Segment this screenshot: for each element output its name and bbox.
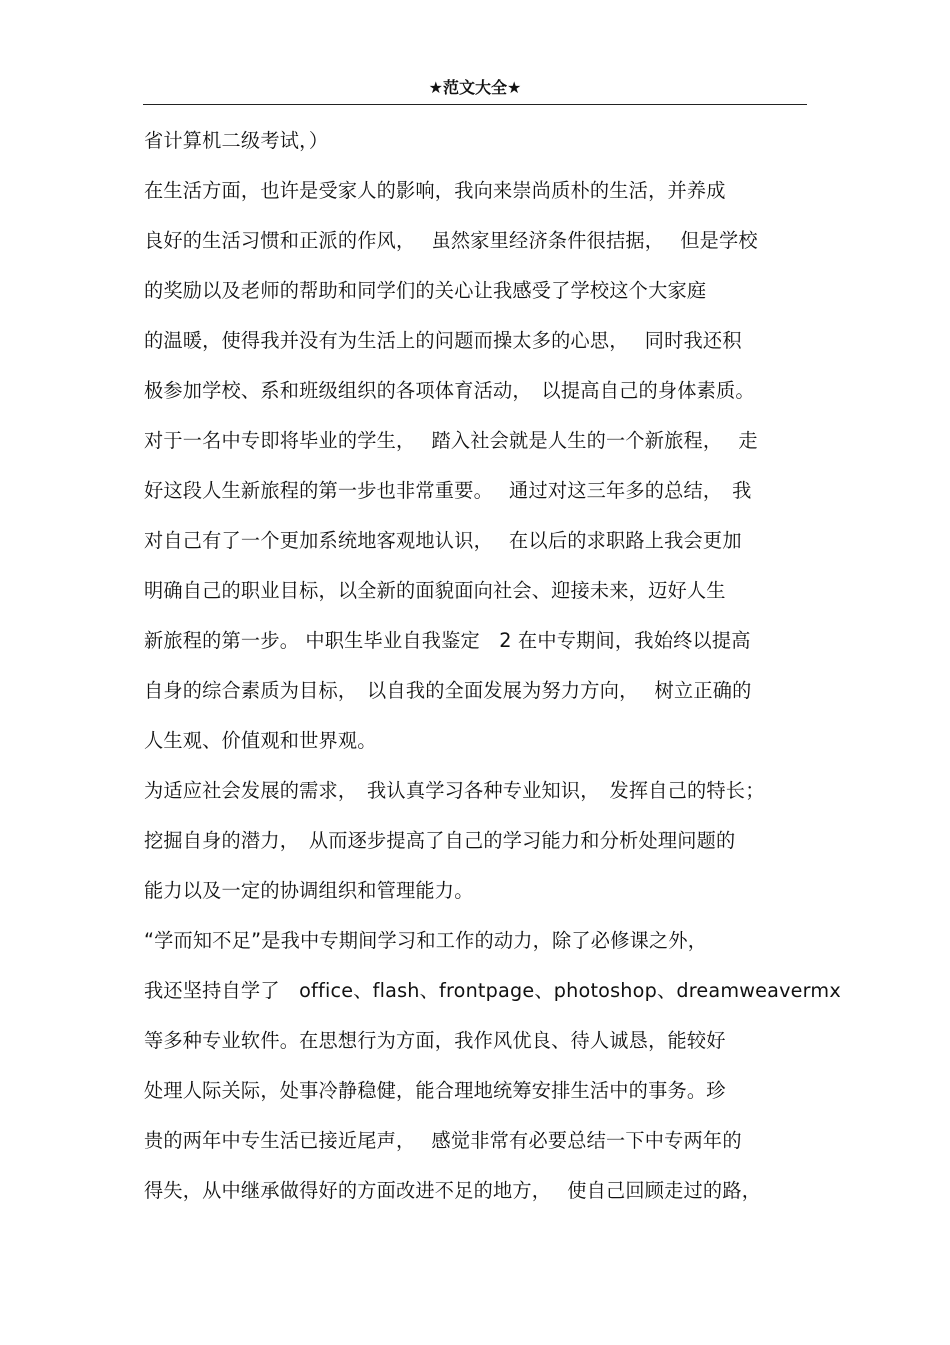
text-line: 极参加学校、系和班级组织的各项体育活动， 以提高自己的身体素质。 <box>144 379 755 402</box>
text-line: 等多种专业软件。在思想行为方面，我作风优良、待人诚恳，能较好 <box>144 1029 726 1052</box>
text-line: 处理人际关际，处事冷静稳健，能合理地统筹安排生活中的事务。珍 <box>144 1079 726 1102</box>
text-line: 省计算机二级考试，） <box>144 129 329 152</box>
header-divider <box>143 104 807 105</box>
text-line: 明确自己的职业目标，以全新的面貌面向社会、迎接未来，迈好人生 <box>144 579 726 602</box>
text-line: 得失，从中继承做得好的方面改进不足的地方， 使自己回顾走过的路， <box>144 1179 762 1202</box>
text-line: 自身的综合素质为目标， 以自我的全面发展为努力方向， 树立正确的 <box>144 679 752 702</box>
text-line: 贵的两年中专生活已接近尾声， 感觉非常有必要总结一下中专两年的 <box>144 1129 742 1152</box>
text-line: 对自己有了一个更加系统地客观地认识， 在以后的求职路上我会更加 <box>144 529 742 552</box>
text-line: 挖掘自身的潜力， 从而逐步提高了自己的学习能力和分析处理问题的 <box>144 829 736 852</box>
text-line: 对于一名中专即将毕业的学生， 踏入社会就是人生的一个新旅程， 走 <box>144 429 758 452</box>
text-line: 人生观、价值观和世界观。 <box>144 729 377 752</box>
text-line: 的奖励以及老师的帮助和同学们的关心让我感受了学校这个大家庭 <box>144 279 707 302</box>
text-line: 我还坚持自学了 office、flash、frontpage、photoshop、dreamweavermx <box>144 979 841 1002</box>
text-line: 能力以及一定的协调组织和管理能力。 <box>144 879 474 902</box>
text-line: 良好的生活习惯和正派的作风， 虽然家里经济条件很拮据， 但是学校 <box>144 229 758 252</box>
text-line: 新旅程的第一步。 中职生毕业自我鉴定 2 在中专期间，我始终以提高 <box>144 629 751 652</box>
text-line: 为适应社会发展的需求， 我认真学习各种专业知识， 发挥自己的特长； <box>144 779 765 802</box>
page-header-title: ★范文大全★ <box>428 78 522 97</box>
document-body <box>144 123 841 1223</box>
text-line: 在生活方面，也许是受家人的影响，我向来崇尚质朴的生活，并养成 <box>144 179 726 202</box>
text-line: 的温暖，使得我并没有为生活上的问题而操太多的心思， 同时我还积 <box>144 329 742 352</box>
text-line: “学而知不足”是我中专期间学习和工作的动力，除了必修课之外， <box>144 929 708 952</box>
text-line: 好这段人生新旅程的第一步也非常重要。 通过对这三年多的总结， 我 <box>144 479 752 502</box>
